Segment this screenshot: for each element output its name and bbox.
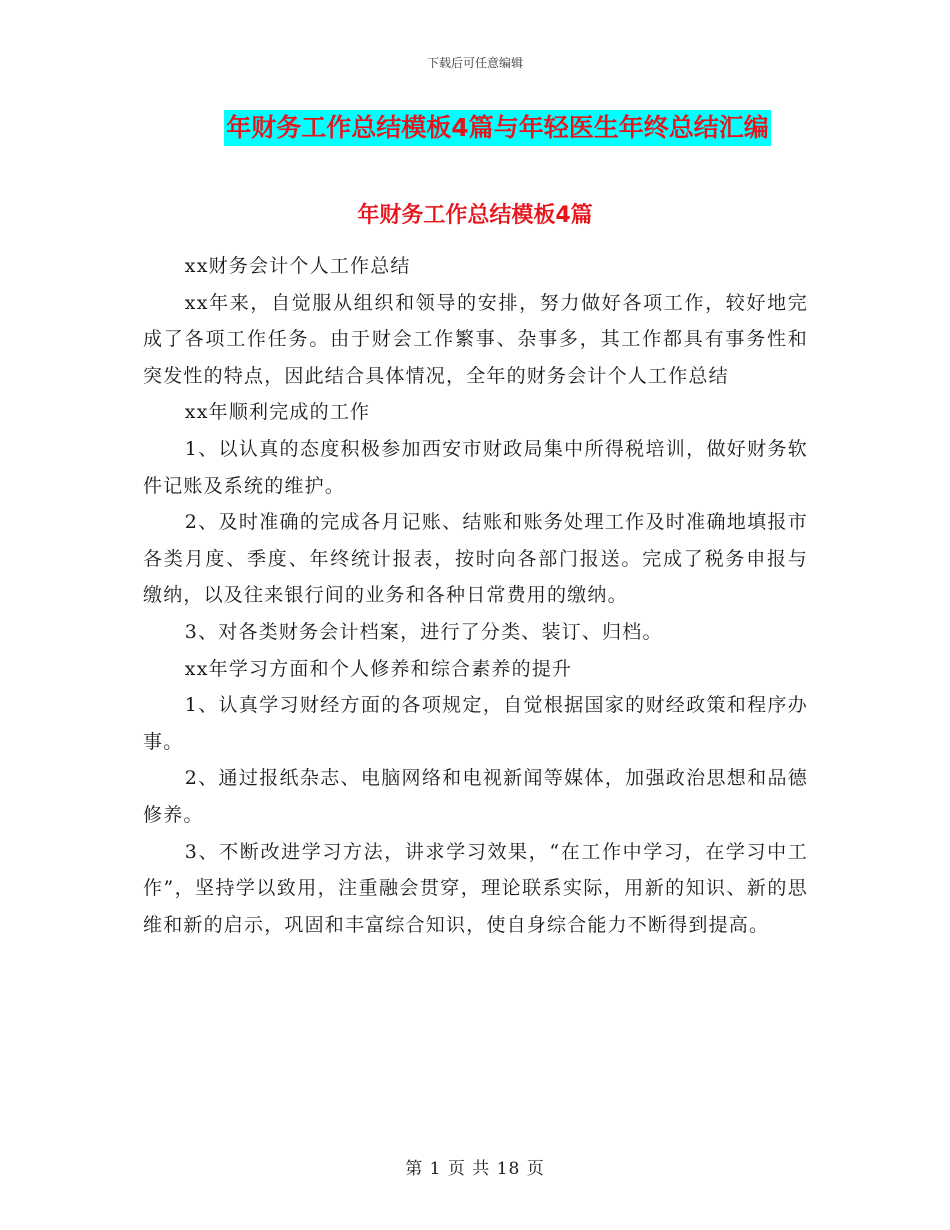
paragraph-heading-completed-work: xx年顺利完成的工作	[184, 401, 371, 424]
page-number: 第 1 页 共 18 页	[405, 1159, 545, 1179]
paragraph-heading-summary: xx财务会计个人工作总结	[184, 255, 411, 277]
paragraph-item: 1、认真学习财经方面的各项规定，自觉根据国家的财经政策和程序办事。	[143, 694, 808, 753]
document-title-container	[0, 110, 950, 146]
section-title: 年财务工作总结模板4篇	[357, 203, 593, 228]
document-body	[143, 248, 808, 943]
page-header-note: 下载后可任意编辑	[426, 56, 523, 70]
document-title: 年财务工作总结模板4篇与年轻医生年终总结汇编	[224, 110, 770, 146]
paragraph-item: 2、通过报纸杂志、电脑网络和电视新闻等媒体，加强政治思想和品德修养。	[143, 767, 808, 826]
paragraph-intro: xx年来，自觉服从组织和领导的安排，努力做好各项工作，较好地完成了各项工作任务。由于财会工作繁事、杂事多，其工作都具有事务性和突发性的特点，因此结合具体情况，全年的财务会计个人工作总结	[143, 291, 808, 387]
paragraph-item: 3、对各类财务会计档案，进行了分类、装订、归档。	[184, 620, 663, 643]
paragraph-heading-learning: xx年学习方面和个人修养和综合素养的提升	[184, 657, 573, 680]
paragraph-item: 2、及时准确的完成各月记账、结账和账务处理工作及时准确地填报市各类月度、季度、年终统计报表，按时向各部门报送。完成了税务申报与缴纳，以及往来银行间的业务和各种日常费用的缴纳。	[143, 511, 808, 607]
paragraph-item: 1、以认真的态度积极参加西安市财政局集中所得税培训，做好财务软件记账及系统的维护。	[143, 437, 808, 497]
paragraph-item: 3、不断改进学习方法，讲求学习效果，“在工作中学习，在学习中工作”，坚持学以致用，注重融会贯穿，理论联系实际，用新的知识、新的思维和新的启示，巩固和丰富综合知识，使自身综合能力不断得到提高。	[143, 840, 808, 936]
